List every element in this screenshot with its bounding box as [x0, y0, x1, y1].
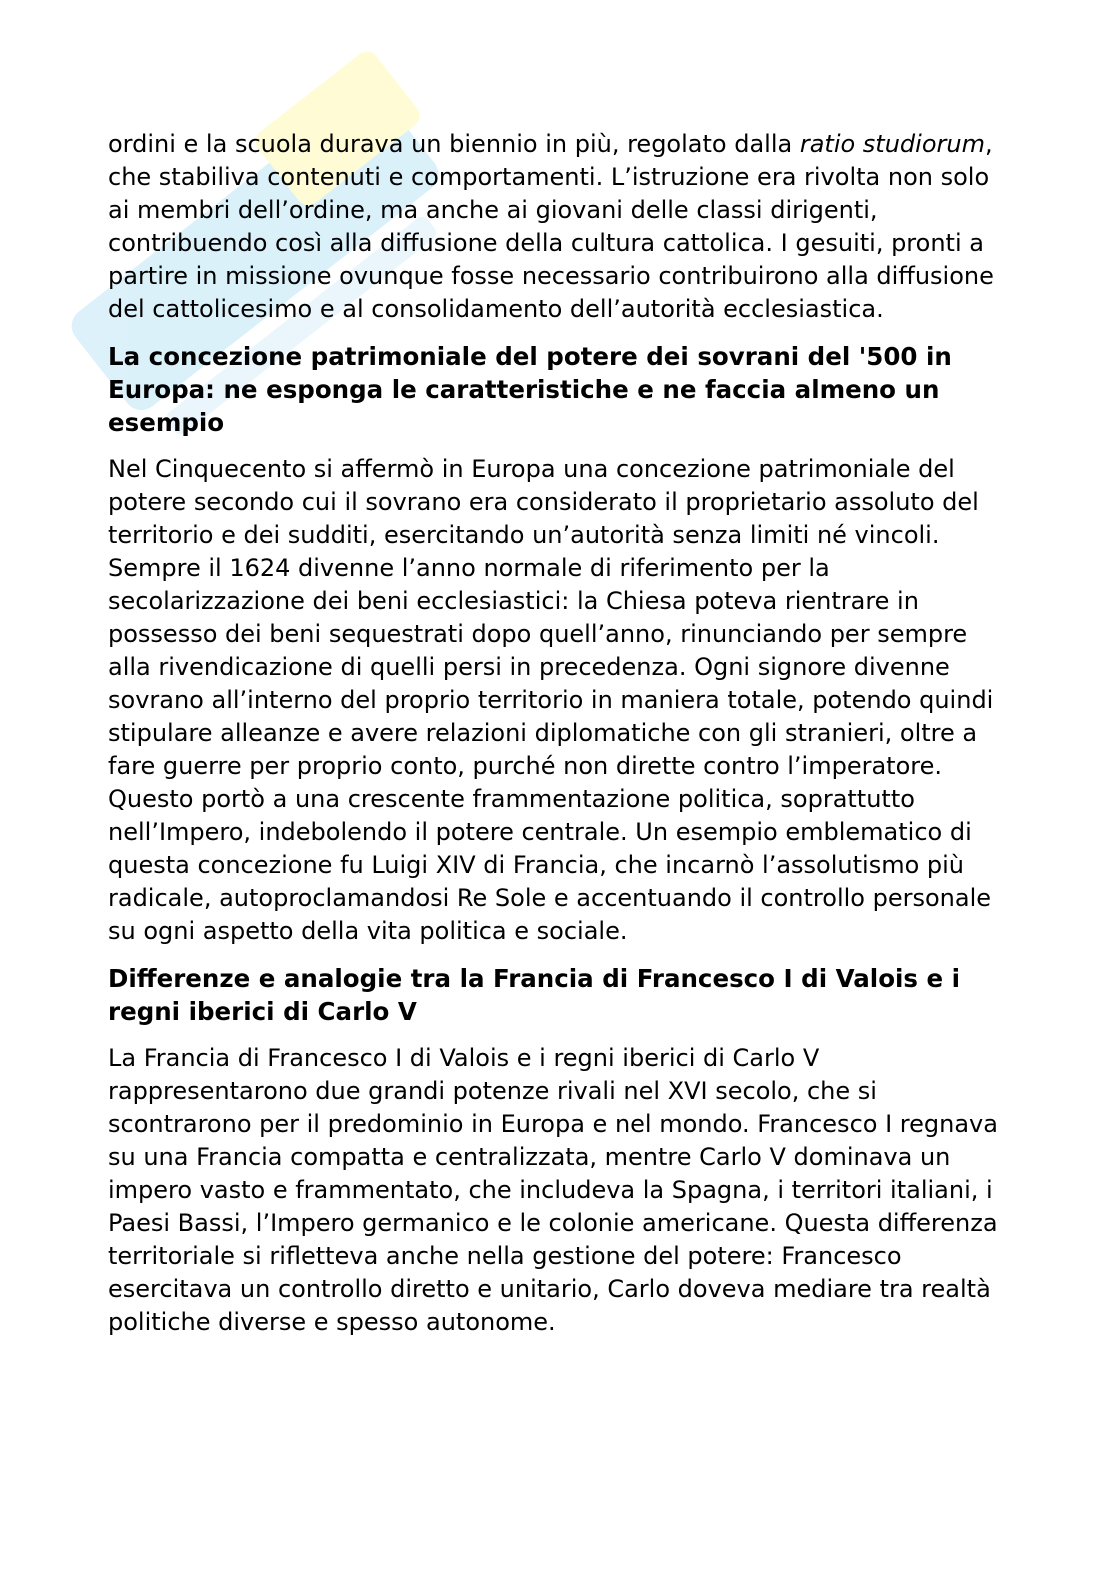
section-heading-concezione-patrimoniale: La concezione patrimoniale del potere dei sovrani del '500 in Europa: ne esponga le caratteristiche e ne faccia almeno un esempio [108, 342, 952, 437]
paragraph-text: ordini e la scuola durava un biennio in più, regolato dalla [108, 130, 800, 158]
section-heading-francia-carlo-v: Differenze e analogie tra la Francia di Francesco I di Valois e i regni iberici di Carlo V [108, 964, 961, 1026]
paragraph-francia-carlo-v: La Francia di Francesco I di Valois e i regni iberici di Carlo V rappresentarono due grandi potenze rivali nel XVI secolo, che si scontrarono per il predominio in Europa e nel mondo. Francesco I regnava su una Francia compatta e centralizzata, mentre Carlo V dominava un impero vasto e frammentato, che includeva la Spagna, i territori italiani, i Paesi Bassi, l’Impero germanico e le colonie americane. Questa differenza territoriale si rifletteva anche nella gestione del potere: Francesco esercitava un controllo diretto e unitario, Carlo doveva mediare tra realtà politiche diverse e spesso autonome. [108, 1044, 998, 1336]
document-body [108, 128, 1008, 1339]
paragraph-gesuiti [108, 128, 1008, 326]
italic-term: ratio studiorum [799, 130, 985, 158]
paragraph-text: , che stabiliva contenuti e comportamenti. L’istruzione era rivolta non solo ai membri dell’ordine, ma anche ai giovani delle classi dirigenti, contribuendo così alla diffusione della cultura cattolica. I gesuiti, pronti a partire in missione ovunque fosse necessario contribuirono alla diffusione del cattolicesimo e al consolidamento dell’autorità ecclesiastica. [108, 130, 994, 323]
paragraph-concezione-patrimoniale: Nel Cinquecento si affermò in Europa una concezione patrimoniale del potere secondo cui il sovrano era considerato il proprietario assoluto del territorio e dei sudditi, esercitando un’autorità senza limiti né vincoli. Sempre il 1624 divenne l’anno normale di riferimento per la secolarizzazione dei beni ecclesiastici: la Chiesa poteva rientrare in possesso dei beni sequestrati dopo quell’anno, rinunciando per sempre alla rivendicazione di quelli persi in precedenza. Ogni signore divenne sovrano all’interno del proprio territorio in maniera totale, potendo quindi stipulare alleanze e avere relazioni diplomatiche con gli stranieri, oltre a fare guerre per proprio conto, purché non dirette contro l’imperatore. Questo portò a una crescente frammentazione politica, soprattutto nell’Impero, indebolendo il potere centrale. Un esempio emblematico di questa concezione fu Luigi XIV di Francia, che incarnò l’assolutismo più radicale, autoproclamandosi Re Sole e accentuando il controllo personale su ogni aspetto della vita politica e sociale. [108, 455, 994, 945]
